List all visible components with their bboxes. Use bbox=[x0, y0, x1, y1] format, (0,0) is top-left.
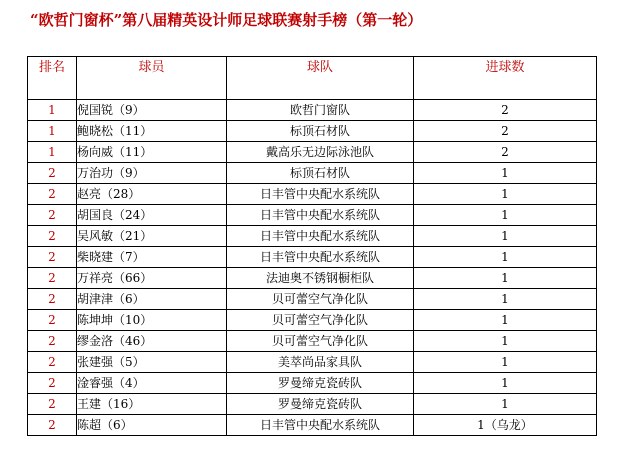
goals-cell: 1 bbox=[414, 247, 597, 268]
table-row bbox=[28, 331, 597, 352]
goals-cell: 2 bbox=[414, 100, 597, 121]
table-row bbox=[28, 100, 597, 121]
team-cell: 罗曼缔克瓷砖队 bbox=[227, 373, 414, 394]
header-rank: 排名 bbox=[28, 57, 77, 100]
goals-cell: 1 bbox=[414, 352, 597, 373]
header-player: 球员 bbox=[77, 57, 227, 100]
player-cell: 鲍晓松（11） bbox=[77, 121, 227, 142]
rank-cell: 2 bbox=[28, 373, 77, 394]
table-row bbox=[28, 163, 597, 184]
rank-cell: 2 bbox=[28, 415, 77, 436]
rank-cell: 2 bbox=[28, 205, 77, 226]
team-cell: 戴高乐无边际泳池队 bbox=[227, 142, 414, 163]
header-team: 球队 bbox=[227, 57, 414, 100]
team-cell: 罗曼缔克瓷砖队 bbox=[227, 394, 414, 415]
team-cell: 标顶石材队 bbox=[227, 163, 414, 184]
player-cell: 万祥亮（66） bbox=[77, 268, 227, 289]
rank-cell: 2 bbox=[28, 163, 77, 184]
goals-cell: 1 bbox=[414, 163, 597, 184]
team-cell: 法迪奥不锈钢橱柜队 bbox=[227, 268, 414, 289]
table-row bbox=[28, 205, 597, 226]
rank-cell: 2 bbox=[28, 268, 77, 289]
player-cell: 吴风敏（21） bbox=[77, 226, 227, 247]
goals-cell: 1 bbox=[414, 394, 597, 415]
team-cell: 日丰管中央配水系统队 bbox=[227, 226, 414, 247]
player-cell: 倪国锐（9） bbox=[77, 100, 227, 121]
table-row bbox=[28, 226, 597, 247]
player-cell: 王建（16） bbox=[77, 394, 227, 415]
table-row bbox=[28, 352, 597, 373]
player-cell: 张建强（5） bbox=[77, 352, 227, 373]
goals-cell: 2 bbox=[414, 121, 597, 142]
player-cell: 陈超（6） bbox=[77, 415, 227, 436]
team-cell: 日丰管中央配水系统队 bbox=[227, 247, 414, 268]
rank-cell: 2 bbox=[28, 310, 77, 331]
goals-cell: 1 bbox=[414, 184, 597, 205]
team-cell: 贝可蕾空气净化队 bbox=[227, 289, 414, 310]
header-goals: 进球数 bbox=[414, 57, 597, 100]
table-row bbox=[28, 373, 597, 394]
player-cell: 陈坤坤（10） bbox=[77, 310, 227, 331]
goals-cell: 1 bbox=[414, 373, 597, 394]
table-row bbox=[28, 247, 597, 268]
player-cell: 赵亮（28） bbox=[77, 184, 227, 205]
table-header-row bbox=[28, 57, 597, 100]
player-cell: 万治功（9） bbox=[77, 163, 227, 184]
table-row bbox=[28, 268, 597, 289]
rank-cell: 2 bbox=[28, 394, 77, 415]
rank-cell: 1 bbox=[28, 121, 77, 142]
player-cell: 胡国良（24） bbox=[77, 205, 227, 226]
player-cell: 柴晓建（7） bbox=[77, 247, 227, 268]
rank-cell: 2 bbox=[28, 331, 77, 352]
team-cell: 美萃尚品家具队 bbox=[227, 352, 414, 373]
player-cell: 杨向威（11） bbox=[77, 142, 227, 163]
table-row bbox=[28, 394, 597, 415]
team-cell: 欧哲门窗队 bbox=[227, 100, 414, 121]
goals-cell: 1 bbox=[414, 310, 597, 331]
goals-cell: 2 bbox=[414, 142, 597, 163]
team-cell: 日丰管中央配水系统队 bbox=[227, 205, 414, 226]
goals-cell: 1 bbox=[414, 331, 597, 352]
table-row bbox=[28, 121, 597, 142]
table-row bbox=[28, 415, 597, 436]
team-cell: 标顶石材队 bbox=[227, 121, 414, 142]
goals-cell: 1 bbox=[414, 289, 597, 310]
team-cell: 贝可蕾空气净化队 bbox=[227, 310, 414, 331]
table-row bbox=[28, 289, 597, 310]
team-cell: 日丰管中央配水系统队 bbox=[227, 184, 414, 205]
rank-cell: 1 bbox=[28, 100, 77, 121]
scorers-table bbox=[27, 56, 597, 436]
goals-cell: 1 bbox=[414, 226, 597, 247]
table-row bbox=[28, 310, 597, 331]
rank-cell: 2 bbox=[28, 247, 77, 268]
page-title: “欧哲门窗杯”第八届精英设计师足球联赛射手榜（第一轮） bbox=[30, 11, 423, 29]
goals-cell: 1 bbox=[414, 268, 597, 289]
table-row bbox=[28, 142, 597, 163]
rank-cell: 2 bbox=[28, 184, 77, 205]
player-cell: 缪金洛（46） bbox=[77, 331, 227, 352]
rank-cell: 2 bbox=[28, 289, 77, 310]
team-cell: 日丰管中央配水系统队 bbox=[227, 415, 414, 436]
team-cell: 贝可蕾空气净化队 bbox=[227, 331, 414, 352]
table-row bbox=[28, 184, 597, 205]
rank-cell: 2 bbox=[28, 352, 77, 373]
player-cell: 胡津津（6） bbox=[77, 289, 227, 310]
player-cell: 淦睿强（4） bbox=[77, 373, 227, 394]
goals-cell: 1（乌龙） bbox=[414, 415, 597, 436]
rank-cell: 2 bbox=[28, 226, 77, 247]
goals-cell: 1 bbox=[414, 205, 597, 226]
rank-cell: 1 bbox=[28, 142, 77, 163]
